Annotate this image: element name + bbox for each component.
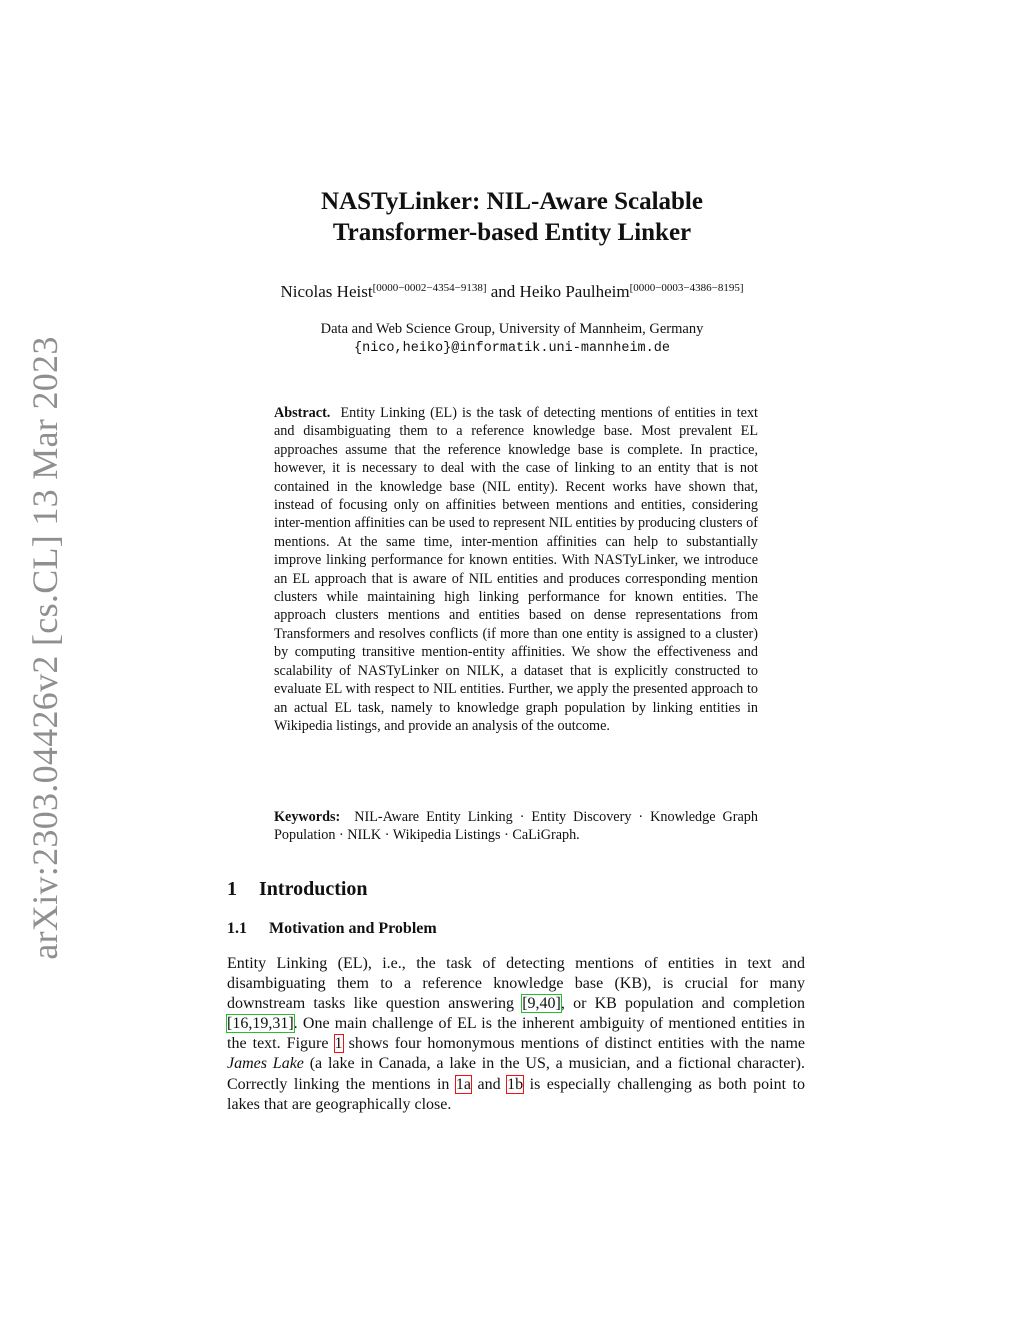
intro-text-7: is especially challenging as both point to lakes that are geographically close.	[227, 1075, 806, 1113]
abstract-label: Abstract.	[274, 405, 331, 421]
title-line-2: Transformer-based Entity Linker	[332, 219, 692, 246]
title-line-1: NASTyLinker: NIL-Aware Scalable	[321, 188, 703, 215]
authors	[0, 282, 1024, 302]
intro-text-6: and	[471, 1075, 508, 1093]
figure-1-link[interactable]: 1	[334, 1035, 343, 1053]
intro-text-2: , or KB population and completion	[560, 995, 806, 1013]
author-2-orcid: [0000−0003−4386−8195]	[629, 282, 744, 294]
author-1-orcid: [0000−0002−4354−9138]	[372, 282, 487, 294]
section-number: 1	[227, 878, 237, 900]
affiliation	[0, 320, 1024, 358]
author-1: Nicolas Heist	[280, 282, 373, 301]
intro-text-4: shows four homonymous mentions of distinct entities with the name	[342, 1035, 806, 1053]
citation-link-16-19-31[interactable]: [16,19,31]	[227, 1015, 294, 1033]
subsection-number: 1.1	[227, 920, 247, 937]
author-2: Heiko Paulheim	[519, 282, 630, 301]
keywords-label: Keywords:	[274, 809, 341, 825]
abstract-text: Entity Linking (EL) is the task of detecting mentions of entities in text and disambiguating them to a reference knowledge base. Most prevalent EL approaches assume that the reference knowledge base is complete. In practice, however, it is necessary to deal with the case of linking to an entity that is not contained in the knowledge base (NIL entity). Recent works have shown that, instead of focusing only on affinities between mentions and entities, considering inter-mention affinities can be used to represent NIL entities by producing clusters of mentions. At the same time, inter-mention affinities can help to substantially improve linking performance for known entities. With NASTyLinker, we introduce an EL approach that is aware of NIL entities and produces corresponding mention clusters while maintaining high linking performance for known entities. The approach clusters mentions and entities based on dense representations from Transformers and resolves conflicts (if more than one entity is assigned to a cluster) by computing transitive mention-entity affinities. We show the effectiveness and scalability of NASTyLinker on NILK, a dataset that is explicitly constructed to evaluate EL with respect to NIL entities. Further, we apply the presented approach to an actual EL task, namely to knowledge graph population by linking entities in Wikipedia listings, and provide an analysis of the outcome.	[274, 405, 759, 734]
affiliation-line: Data and Web Science Group, University of Mannheim, Germany	[320, 321, 704, 337]
figure-1b-link[interactable]: 1b	[507, 1075, 524, 1093]
citation-link-9-40[interactable]: [9,40]	[522, 995, 561, 1013]
subsection-heading-motivation	[227, 920, 437, 938]
intro-text-3: . One main challenge of EL is the inherent ambiguity of mentioned entities in the text. Figure	[227, 1015, 805, 1053]
intro-emphasis: James Lake	[227, 1055, 304, 1073]
arxiv-identifier	[22, 335, 68, 960]
keywords	[274, 808, 758, 845]
section-title: Introduction	[259, 878, 368, 900]
intro-paragraph	[227, 954, 805, 1115]
paper-title	[0, 186, 1024, 248]
subsection-title: Motivation and Problem	[269, 920, 437, 937]
intro-text-5: (a lake in Canada, a lake in the US, a musician, and a fictional character). Correctly linking the mentions in	[227, 1055, 806, 1093]
keywords-text: NIL-Aware Entity Linking · Entity Discovery · Knowledge Graph Population · NILK · Wikipedia Listings · CaLiGraph.	[274, 809, 758, 844]
arxiv-identifier-text: arXiv:2303.04426v2 [cs.CL] 13 Mar 2023	[25, 335, 65, 960]
figure-1a-link[interactable]: 1a	[455, 1075, 472, 1093]
section-heading-introduction	[227, 878, 368, 901]
author-joiner: and	[486, 282, 520, 301]
abstract	[274, 404, 758, 735]
author-email: {nico,heiko}@informatik.uni-mannheim.de	[354, 341, 670, 356]
intro-text-1: Entity Linking (EL), i.e., the task of detecting mentions of entities in text and disambiguating them to a reference knowledge base (KB), is crucial for many downstream tasks like question answering	[227, 955, 805, 1013]
